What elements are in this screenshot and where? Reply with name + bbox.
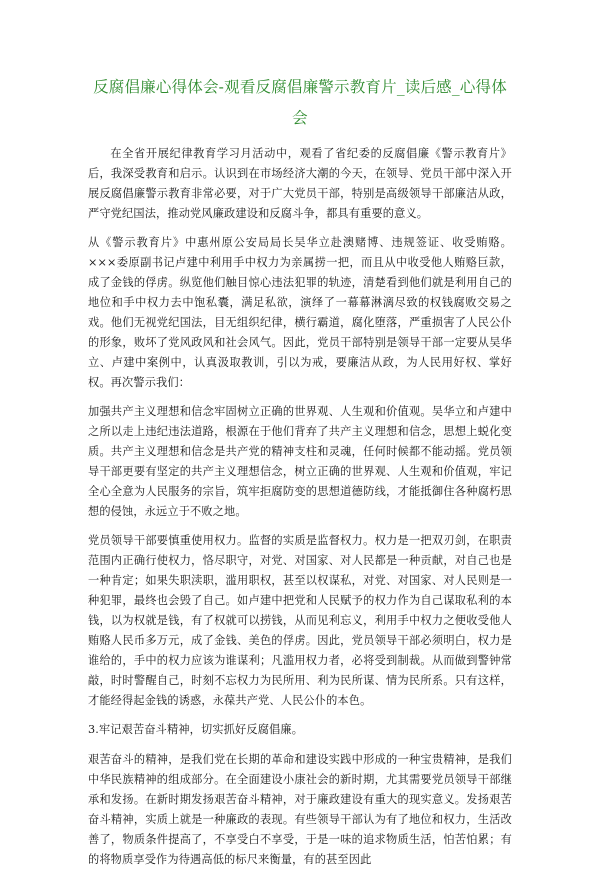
- paragraph-ideals: 加强共产主义理想和信念牢固树立正确的世界观、人生观和价值观。吴华立和卢建中之所以走上违纪违法道路，根源在于他们背弃了共产主义理想和信念，思想上蜕化变质。共产主义理想和信念是共产党的精神支柱和灵魂，任何时候都不能动摇。党员领导干部更要有坚定的共产主义理想信念，树立正确的世界观、人生观和价值观，牢记全心全意为人民服务的宗旨，筑牢拒腐防变的思想道德防线，才能抵御住各种腐朽思想的侵蚀，永远立于不败之地。: [88, 405, 512, 518]
- document-title: 反腐倡廉心得体会-观看反腐倡廉警示教育片_读后感_心得体会: [93, 78, 507, 127]
- document-page: [88, 72, 512, 879]
- section-heading-3: 3.牢记艰苦奋斗精神，切实抓好反腐倡廉。: [88, 723, 304, 736]
- paragraph-hard-work: 艰苦奋斗的精神，是我们党在长期的革命和建设实践中形成的一种宝贵精神，是我们中华民族精神的组成部分。在全面建设小康社会的新时期，尤其需要党员领导干部继承和发扬。在新时期发扬艰苦奋斗精神，对于廉政建设有重大的现实意义。发扬艰苦奋斗精神，实质上就是一种廉政的表现。有些领导干部认为有了地位和权力，生活改善了，物质条件提高了，不享受白不享受，于是一味的追求物质生活，怕苦怕累；有的将物质享受作为待遇高低的标尺来衡量，有的甚至因此: [88, 753, 512, 866]
- paragraph-cases: 从《警示教育片》中惠州原公安局局长吴华立赴澳赌博、违规签证、收受贿赂。×××委原副书记卢建中利用手中权力为亲属捞一把，而且从中收受他人贿赂巨款，成了金钱的俘虏。纵览他们触目惊心违法犯罪的轨迹，清楚看到他们就是利用自己的地位和手中权力去中饱私囊，满足私欲，演绎了一幕幕淋漓尽致的权钱腐败交易之戏。他们无视党纪国法，目无组织纪律，横行霸道，腐化堕落，严重损害了人民公仆的形象，败坏了党风政风和社会风气。因此，党员干部特别是领导干部一定要从吴华立、卢建中案例中，认真汲取教训，引以为戒，要廉洁从政，为人民用好权、掌好权。再次警示我们：: [88, 236, 512, 389]
- paragraph-power: 党员领导干部要慎重使用权力。监督的实质是监督权力。权力是一把双刃剑，在职责范围内正确行使权力，恪尽职守，对党、对国家、对人民都是一种贡献，对自己也是一种肯定；如果失职渎职，滥用职权，甚至以权谋私，对党、对国家、对人民则是一种犯罪，最终也会毁了自己。如卢建中把党和人民赋予的权力作为自己谋取私利的本钱，以为权就是钱，有了权就可以捞钱，从而见利忘义，利用手中权力之便收受他人贿赂人民币多万元，成了金钱、美色的俘虏。因此，党员领导干部必须明白，权力是谁给的，手中的权力应该为谁谋利；凡滥用权力者，必将受到制裁。从而做到警钟常敲，时时警醒自己，时刻不忘权力为民所用、利为民所谋、情为民所系。只有这样，才能经得起金钱的诱惑，永葆共产党、人民公仆的本色。: [88, 534, 512, 707]
- paragraph-intro: 在全省开展纪律教育学习月活动中，观看了省纪委的反腐倡廉《警示教育片》后，我深受教育和启示。认识到在市场经济大潮的今天，在领导、党员干部中深入开展反腐倡廉警示教育非常必要，对于广大党员干部，特别是高级领导干部廉洁从政，严守党纪国法，推动党风廉政建设和反腐斗争，都具有重要的意义。: [88, 147, 512, 220]
